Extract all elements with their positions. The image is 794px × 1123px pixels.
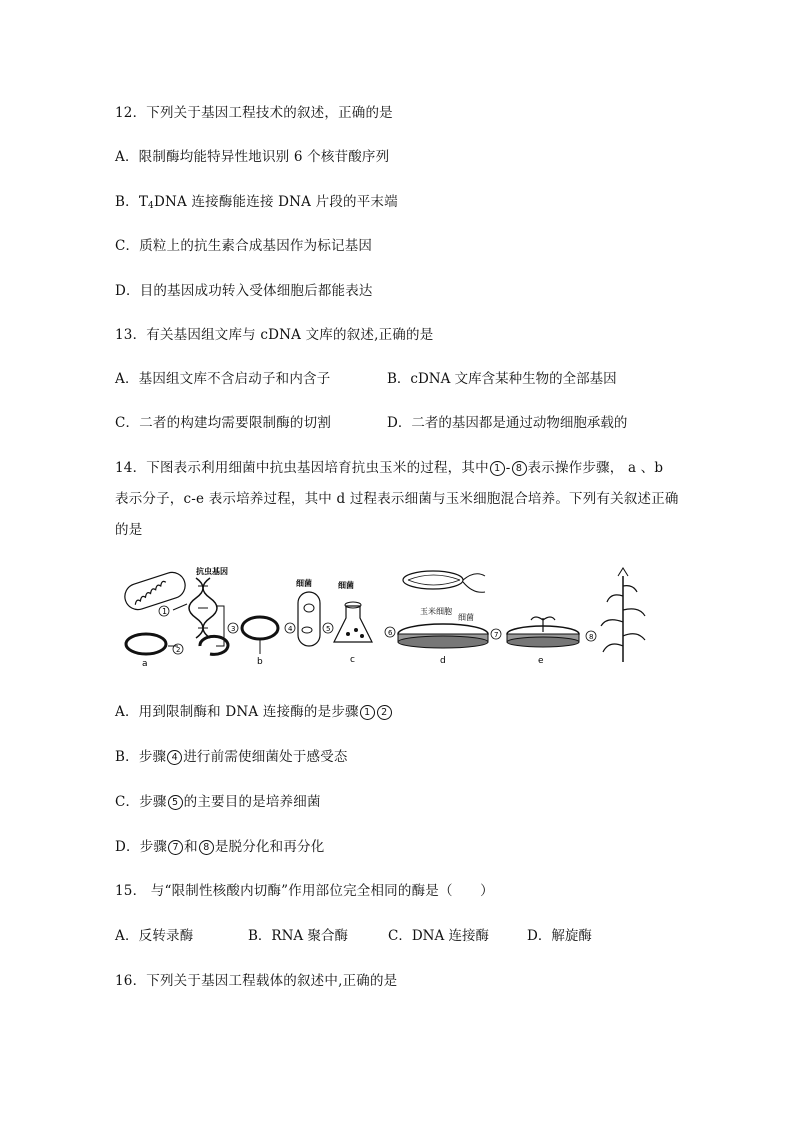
q14-stem-line1-a: 14．下图表示利用细菌中抗虫基因培育抗虫玉米的过程，其中 [115,460,489,476]
q12-option-a: A．限制酶均能特异性地识别 6 个核苷酸序列 [115,149,390,165]
step-5-label: 5 [326,625,331,633]
gene-transfer-process-figure [118,566,648,670]
q14-option-a [115,703,393,721]
q15-stem: 15． 与“限制性核酸内切酶”作用部位完全相同的酶是（ ） [115,883,494,899]
bacterium-icon [122,569,189,613]
petri-dish-d-icon [398,624,488,648]
step-2-marker: 2 [377,705,392,720]
q14-option-d-prefix: D．步骤 [115,839,168,855]
q14-option-c [115,793,321,811]
label-bacteria-1: 细菌 [296,579,312,588]
step-5-marker: 5 [168,795,183,810]
step-4-label: 4 [288,625,293,633]
q13-stem: 13．有关基因组文库与 cDNA 文库的叙述,正确的是 [115,327,434,343]
q14-option-b [115,748,348,766]
q13-option-b: B．cDNA 文库含某种生物的全部基因 [387,371,617,387]
step-7-label: 7 [494,631,499,639]
q14-stem-line1 [115,459,663,477]
corn-plant-icon [601,568,645,662]
step-8-label: 8 [589,633,594,641]
q14-option-b-prefix: B．步骤 [115,749,167,765]
q15-option-c: C．DNA 连接酶 [388,928,490,944]
q15-option-b: B．RNA 聚合酶 [248,928,348,944]
q14-stem-line2: 表示分子，c-e 表示培养过程，其中 d 过程表示细菌与玉米细胞混合培养。下列有关叙述正确 [115,491,679,507]
q12-option-b-prefix: B．T [115,194,149,210]
dna-helix-icon [189,578,217,638]
recombinant-plasmid-b-icon [242,617,278,639]
q13-option-c: C．二者的构建均需要限制酶的切割 [115,415,332,431]
q16-stem: 16．下列关于基因工程载体的叙述中,正确的是 [115,973,398,989]
q13-option-d: D．二者的基因都是通过动物细胞承载的 [387,415,628,431]
step-6-label: 6 [388,629,393,637]
corn-ear-icon [403,571,485,592]
q14-option-a-text: A．用到限制酶和 DNA 连接酶的是步骤 [115,704,359,720]
q15-option-d: D．解旋酶 [527,928,592,944]
q14-option-b-rest: 进行前需使细菌处于感受态 [183,749,348,765]
bacterium-cell-icon [298,592,320,646]
q14-option-c-prefix: C．步骤 [115,794,167,810]
label-b: b [257,657,263,667]
label-corn-cell: 玉米细胞 [420,607,452,616]
q12-stem: 12．下列关于基因工程技术的叙述，正确的是 [115,105,393,121]
q12-option-d: D．目的基因成功转入受体细胞后都能表达 [115,283,373,299]
q14-stem-line3: 的是 [115,522,143,538]
q14-option-c-rest: 的主要目的是培养细菌 [183,794,321,810]
q12-option-b-rest: DNA 连接酶能连接 DNA 片段的平末端 [153,194,398,210]
petri-dish-e-icon [507,617,579,647]
label-c: c [350,655,355,665]
step-7-marker: 7 [168,840,183,855]
q13-option-a: A．基因组文库不含启动子和内含子 [115,371,331,387]
q12-option-c: C．质粒上的抗生素合成基因作为标记基因 [115,238,373,254]
plasmid-a-icon [126,634,166,654]
culture-flask-icon [334,602,372,642]
q14-stem-line1-b: 表示操作步骤， a 、b [527,460,664,476]
q12-option-b-subscript: 4 [148,201,154,211]
label-a: a [142,659,148,669]
q14-option-d-rest: 是脱分化和再分化 [214,839,325,855]
step-2-label: 2 [176,646,181,654]
label-insect-resistance-gene: 抗虫基因 [196,567,228,576]
step-8-marker: 8 [199,840,214,855]
step-1-marker: 1 [490,461,505,476]
label-bacteria-3: 细菌 [458,613,474,622]
label-d: d [440,656,446,666]
q15-option-a: A．反转录酶 [115,928,194,944]
label-e: e [538,656,544,666]
step-3-label: 3 [231,625,236,633]
q12-option-b [115,193,398,215]
label-bacteria-2: 细菌 [338,581,354,590]
step-4-marker: 4 [167,750,182,765]
q14-option-d-mid: 和 [184,839,198,855]
q14-option-d [115,838,324,856]
step-1-marker: 1 [360,705,375,720]
step-8-marker: 8 [512,461,527,476]
step-1-label: 1 [162,607,168,616]
q14-stem-dash: - [505,460,511,476]
